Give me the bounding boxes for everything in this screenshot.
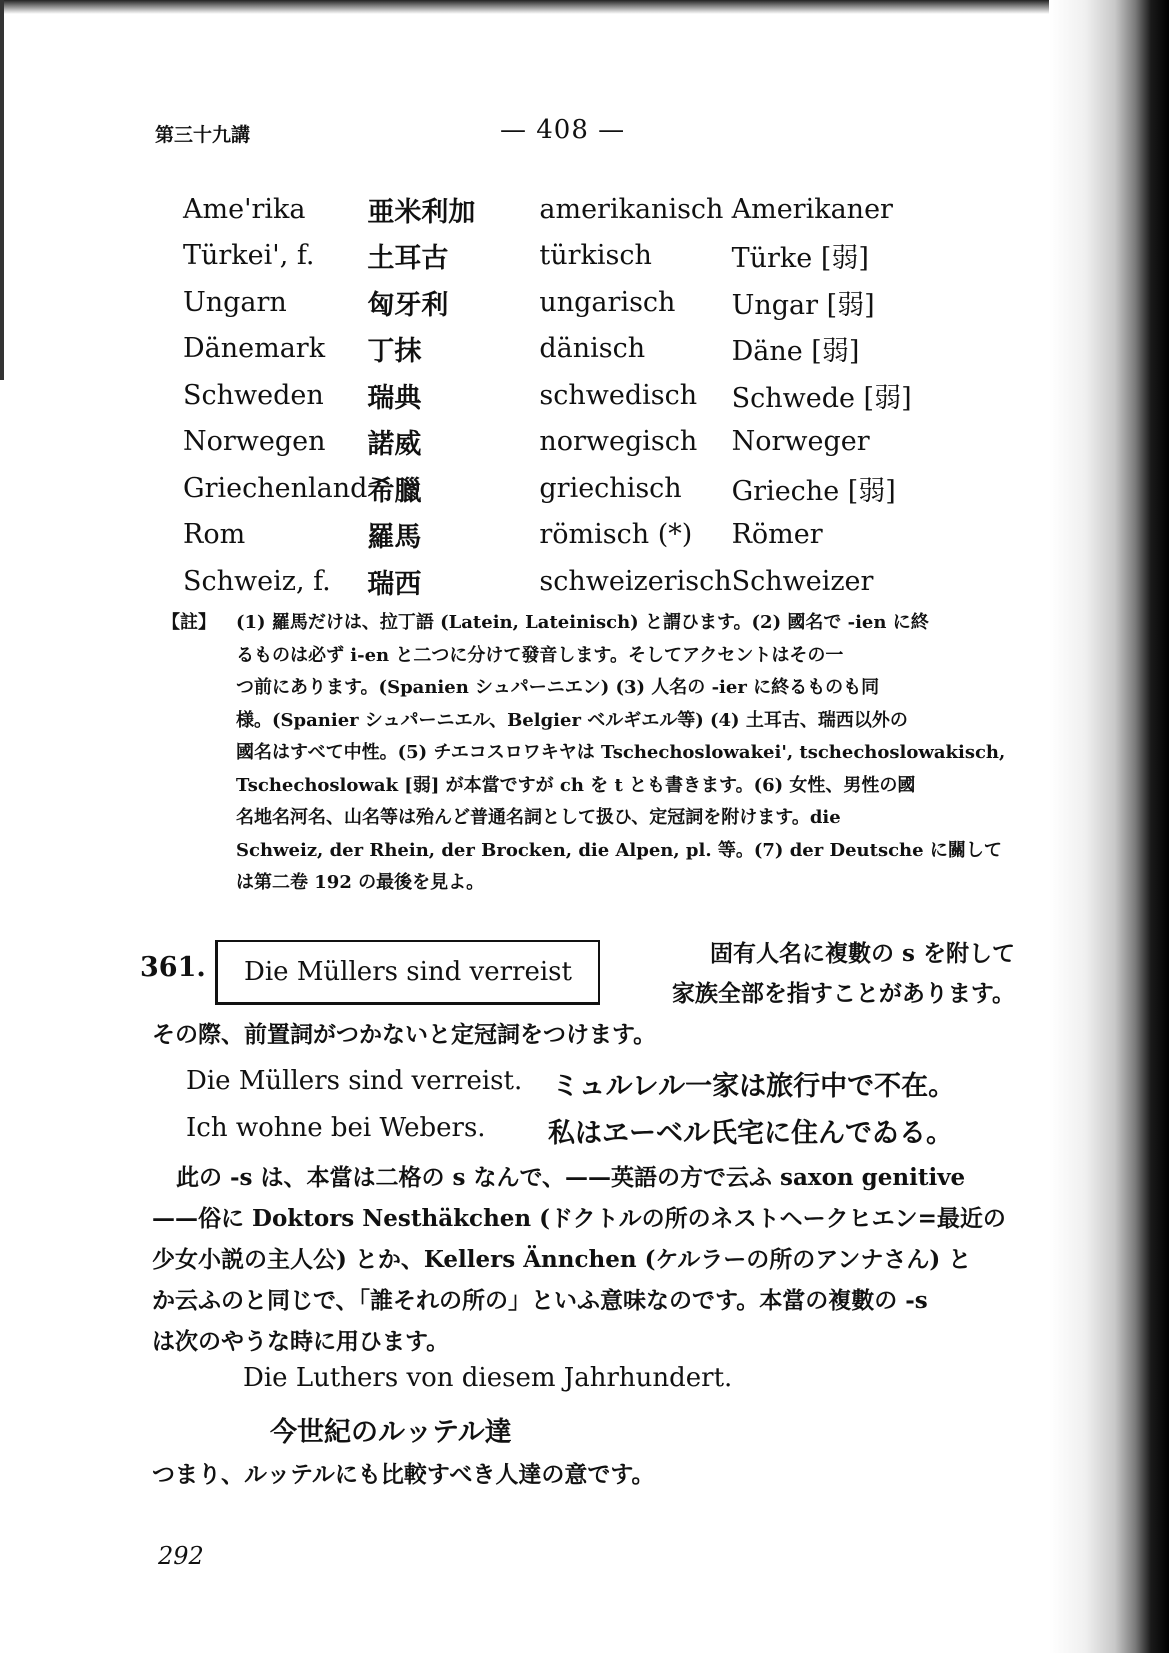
adjective: schwedisch	[539, 379, 698, 411]
inhabitant-noun: Amerikaner	[731, 193, 893, 225]
adjective: römisch (*)	[539, 519, 693, 551]
note-line: 國名はすべて中性。(5) チエコスロワキヤは Tschechoslowakei', tschechoslowakisch,	[236, 742, 1006, 763]
vocab-row	[183, 372, 912, 419]
lecture-heading: 第三十九講	[155, 124, 251, 146]
section-intro	[635, 934, 1015, 1014]
footnote-block	[162, 607, 1006, 900]
inhabitant-noun: Däne [弱]	[731, 336, 860, 368]
adjective: dänisch	[539, 333, 646, 365]
page-number: — 408 —	[500, 115, 626, 145]
country-name-japanese: 諾威	[367, 429, 422, 461]
adjective: griechisch	[539, 472, 682, 504]
vocab-row	[183, 465, 912, 512]
paragraph-line: は次のやうな時に用ひます。	[152, 1328, 450, 1355]
vocab-row	[183, 512, 912, 559]
paragraph-line: 此の -s は、本當は二格の s なんで、——英語の方で云ふ saxon genitive	[176, 1164, 966, 1191]
country-name-german: Türkei', f.	[183, 240, 315, 272]
country-name-japanese: 希臘	[367, 475, 422, 507]
scan-top-edge	[0, 0, 1169, 14]
note-line: Tschechoslowak [弱] が本當ですが ch を t とも書きます。(6) 女性、男性の國	[236, 774, 916, 796]
book-gutter-shadow	[1049, 0, 1169, 1653]
section-intro-line: 家族全部を指すことがあります。	[671, 980, 1015, 1007]
country-vocabulary-table	[183, 186, 912, 605]
vocab-row	[183, 233, 912, 280]
country-name-japanese: 匈牙利	[367, 289, 449, 321]
boxed-example: Die Müllers sind verreist	[215, 940, 600, 1005]
adjective: amerikanisch	[539, 193, 724, 225]
country-name-german: Ungarn	[183, 286, 287, 318]
country-name-japanese: 土耳古	[367, 243, 449, 275]
adjective: ungarisch	[539, 286, 676, 318]
country-name-german: Griechenland	[183, 472, 368, 504]
section-continuation: その際、前置詞がつかないと定冠詞をつけます。	[152, 1021, 657, 1048]
inhabitant-noun: Türke [弱]	[731, 243, 869, 275]
example-japanese: ミュルレル一家は旅行中で不在。	[552, 1071, 956, 1102]
note-line: 名地名河名、山名等は殆んど普通名詞として扱ひ、定冠詞を附けます。die	[236, 807, 841, 828]
section-number: 361.	[140, 952, 206, 983]
inhabitant-noun: Ungar [弱]	[731, 289, 875, 321]
note-tag: 【註】	[162, 612, 216, 633]
example-german: Die Müllers sind verreist.	[186, 1066, 523, 1096]
adjective: schweizerisch	[539, 565, 732, 597]
note-line: (1) 羅馬だけは、拉丁語 (Latein, Lateinisch) と謂ひます。(2) 國名で -ien に終	[236, 612, 929, 633]
paragraph-line: か云ふのと同じで、「誰それの所の」といふ意味なのです。本當の複數の -s	[152, 1287, 928, 1314]
vocab-row	[183, 326, 912, 373]
country-name-german: Schweiz, f.	[183, 565, 331, 597]
adjective: türkisch	[539, 240, 652, 272]
inhabitant-noun: Schwede [弱]	[731, 382, 912, 414]
note-line: つ前にあります。(Spanien シュパーニエン) (3) 人名の -ier に終るものも同	[236, 677, 880, 698]
note-line: は第二卷 192 の最後を見よ。	[236, 872, 485, 893]
country-name-german: Rom	[183, 519, 246, 551]
vocab-row	[183, 186, 912, 233]
country-name-japanese: 羅馬	[367, 522, 422, 554]
scan-left-edge	[0, 0, 4, 380]
country-name-japanese: 丁抹	[367, 336, 422, 368]
paragraph-line: 少女小説の主人公) とか、Kellers Ännchen (ケルラーの所のアンナさん) と	[152, 1246, 972, 1273]
paragraph-line: ——俗に Doktors Nesthäkchen (ドクトルの所のネストヘークヒエン=最近の	[152, 1205, 1006, 1232]
country-name-german: Ame'rika	[183, 193, 306, 225]
vocab-row	[183, 558, 912, 605]
note-line: 様。(Spanier シュパーニエル、Belgier ベルギエル等) (4) 土耳古、瑞西以外の	[236, 709, 908, 731]
final-example-japanese: 今世紀のルッテル達	[270, 1417, 512, 1448]
country-name-japanese: 瑞西	[367, 568, 422, 600]
inhabitant-noun: Schweizer	[731, 565, 874, 597]
adjective: norwegisch	[539, 426, 698, 458]
country-name-japanese: 亜米利加	[367, 196, 476, 228]
closing-line: つまり、ルッテルにも比較すべき人達の意です。	[152, 1461, 655, 1488]
note-line: るものは必ず i-en と二つに分けて發音します。そしてアクセントはその一	[236, 644, 844, 666]
vocab-row	[183, 279, 912, 326]
example-japanese: 私はヱーベル氏宅に住んでゐる。	[548, 1118, 953, 1149]
country-name-german: Schweden	[183, 379, 324, 411]
inhabitant-noun: Grieche [弱]	[731, 475, 896, 507]
country-name-japanese: 瑞典	[367, 382, 422, 414]
example-german: Ich wohne bei Webers.	[186, 1113, 486, 1143]
inhabitant-noun: Römer	[731, 519, 823, 551]
section-intro-line: 固有人名に複數の s を附して	[710, 940, 1015, 967]
folio-number: 292	[158, 1542, 204, 1570]
final-example-german: Die Luthers von diesem Jahrhundert.	[243, 1363, 733, 1393]
note-line: Schweiz, der Rhein, der Brocken, die Alpen, pl. 等。(7) der Deutsche に關して	[236, 839, 1002, 861]
inhabitant-noun: Norweger	[731, 426, 870, 458]
country-name-german: Dänemark	[183, 333, 326, 365]
country-name-german: Norwegen	[183, 426, 326, 458]
vocab-row	[183, 419, 912, 466]
